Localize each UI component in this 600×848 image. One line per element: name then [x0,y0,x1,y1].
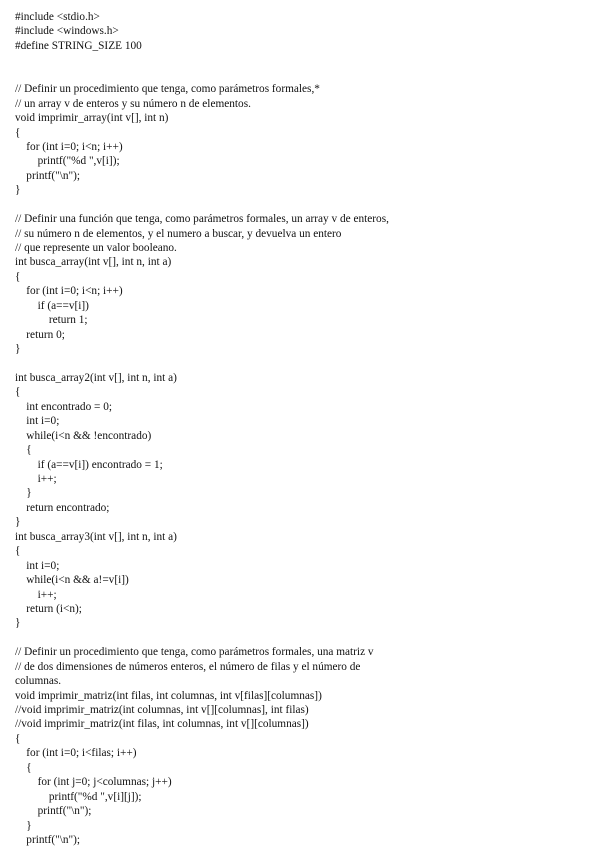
code-line: int i=0; [15,559,60,572]
code-line: printf("\n"); [15,833,81,846]
code-line: int encontrado = 0; [15,400,113,413]
code-line: { [15,270,21,283]
code-line: int i=0; [15,415,60,428]
code-line: { [15,444,32,457]
code-line: return 0; [15,328,65,341]
code-line: return 1; [15,314,88,327]
code-line: i++; [15,473,57,485]
code-line: // Definir un procedimiento que tenga, como parámetros formales, una matriz v [15,646,374,659]
code-line: while(i<n && !encontrado) [15,429,152,442]
code-line: // Definir un procedimiento que tenga, como parámetros formales,* [15,83,320,96]
code-line: // un array v de enteros y su número n de elementos. [15,97,251,110]
code-line: int busca_array3(int v[], int n, int a) [15,530,177,543]
code-line: int busca_array(int v[], int n, int a) [15,256,172,269]
code-line: printf("%d ",v[i][j]); [15,790,142,803]
code-line: { [15,545,21,558]
code-line: { [15,761,32,774]
code-line: // de dos dimensiones de números enteros, el número de filas y el número de [15,660,361,673]
code-line: for (int i=0; i<n; i++) [15,140,123,153]
code-line: } [15,184,21,197]
code-line: for (int j=0; j<columnas; j++) [15,776,172,789]
code-line: { [15,386,21,399]
code-line: // que represente un valor booleano. [15,242,177,254]
code-line: //void imprimir_matriz(int columnas, int v[][columnas], int filas) [15,704,309,716]
code-line: } [15,819,32,832]
code-line: { [15,126,21,139]
code-line: { [15,732,21,745]
code-line: return (i<n); [15,602,82,615]
code-line [15,631,389,645]
code-line: if (a==v[i]) [15,299,89,312]
code-line [15,53,389,67]
code-line: } [15,487,32,500]
code-line: //void imprimir_matriz(int filas, int columnas, int v[][columnas]) [15,718,309,731]
code-line: // Definir una función que tenga, como parámetros formales, un array v de enteros, [15,213,389,226]
code-line: #define STRING_SIZE 100 [15,39,142,52]
code-line: if (a==v[i]) encontrado = 1; [15,458,163,471]
code-line: while(i<n && a!=v[i]) [15,574,129,587]
code-line: for (int i=0; i<n; i++) [15,285,123,298]
code-line: // su número n de elementos, y el numero a buscar, y devuelva un entero [15,227,342,240]
code-line [15,357,389,371]
code-line: } [15,516,21,529]
code-line: #include <stdio.h> [15,11,100,23]
code-line: int busca_array2(int v[], int n, int a) [15,371,177,384]
code-line: void imprimir_matriz(int filas, int columnas, int v[filas][columnas]) [15,689,322,702]
code-line [15,68,389,82]
code-line: printf("%d ",v[i]); [15,155,120,168]
code-line: void imprimir_array(int v[], int n) [15,112,169,125]
code-line: } [15,343,21,356]
code-line: printf("\n"); [15,805,92,818]
code-line: printf("\n"); [15,169,81,182]
code-line: return encontrado; [15,501,110,514]
code-line [15,198,389,212]
code-line: #include <windows.h> [15,25,119,38]
source-code-block [15,10,389,847]
code-line: for (int i=0; i<filas; i++) [15,747,137,760]
code-line: columnas. [15,675,62,688]
code-line: } [15,617,21,630]
code-line: i++; [15,588,57,601]
